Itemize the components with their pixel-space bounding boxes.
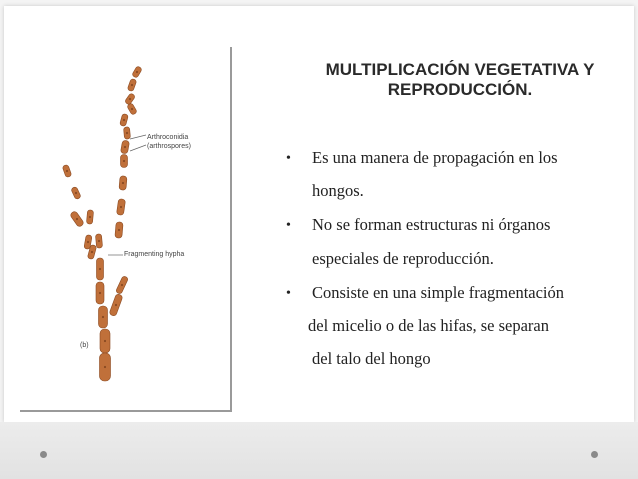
hypha-illustration: [20, 47, 230, 410]
hypha-stem-segment-5-nucleus: [104, 366, 106, 368]
hypha-figure: [20, 47, 232, 412]
bullet-2-line-1: No se forman estructuras ni órganos: [312, 215, 551, 234]
bullet-3-line-1: Consiste en una simple fragmentación: [312, 283, 565, 302]
arthroconidium-right-4-nucleus: [131, 108, 133, 110]
bullet-1-line-2: hongos.: [312, 181, 364, 200]
arthroconidium-right-7-nucleus: [124, 146, 126, 148]
title-line-2: REPRODUCCIÓN.: [387, 80, 533, 99]
arthroconidium-left-6-nucleus: [98, 240, 100, 242]
bullet-3-line-2: del micelio o de las hifas, se separan: [308, 316, 549, 335]
arthroconidium-right-1-nucleus: [136, 71, 138, 73]
label-panel-b: (b): [80, 342, 89, 349]
leader-line-arthroconidia-2: [130, 145, 146, 151]
label-fragmenting-hypha: Fragmenting hypha: [124, 251, 185, 258]
bullet-dot-3: •: [286, 286, 291, 301]
arthroconidium-right-3-nucleus: [129, 98, 131, 100]
corner-dot-right: [591, 451, 598, 458]
label-arthrospores: (arthrospores): [147, 143, 191, 150]
arthroconidium-right-10-nucleus: [120, 206, 122, 208]
corner-dot-left: [40, 451, 47, 458]
bullet-dot-2: •: [286, 218, 291, 233]
slide-title: [290, 60, 630, 100]
arthroconidium-right-11-nucleus: [118, 229, 120, 231]
bullet-1-line-1: Es una manera de propagación en los: [312, 148, 558, 167]
hypha-branch-segment-2-nucleus: [121, 284, 123, 286]
hypha-stem-segment-3-nucleus: [102, 316, 104, 318]
arthroconidium-left-7-nucleus: [91, 251, 93, 253]
arthroconidium-right-9-nucleus: [122, 182, 124, 184]
hypha-stem-segment-2-nucleus: [99, 292, 101, 294]
arthroconidium-left-2-nucleus: [75, 192, 77, 194]
arthroconidium-right-5-nucleus: [123, 119, 125, 121]
bullet-2-line-2: especiales de reproducción.: [312, 249, 494, 268]
arthroconidium-right-8-nucleus: [123, 160, 125, 162]
hypha-segments: [62, 66, 142, 381]
arthroconidium-right-6-nucleus: [126, 132, 128, 134]
arthroconidium-left-4-nucleus: [89, 216, 91, 218]
hypha-stem-segment-1-nucleus: [99, 268, 101, 270]
label-arthroconidia: Arthroconidia: [147, 134, 189, 141]
leader-line-arthroconidia: [130, 135, 146, 139]
slide-footer-band: [0, 422, 638, 479]
arthroconidium-left-3-nucleus: [76, 218, 78, 220]
title-line-1: MULTIPLICACIÓN VEGETATIVA Y: [325, 60, 595, 79]
hypha-branch-segment-1-nucleus: [115, 304, 117, 306]
arthroconidium-left-1-nucleus: [66, 170, 68, 172]
arthroconidium-left-5-nucleus: [87, 241, 89, 243]
bullet-dot-1: •: [286, 151, 291, 166]
arthroconidium-right-2-nucleus: [131, 84, 133, 86]
bullet-3-line-3: del talo del hongo: [312, 349, 431, 368]
hypha-stem-segment-4-nucleus: [104, 340, 106, 342]
